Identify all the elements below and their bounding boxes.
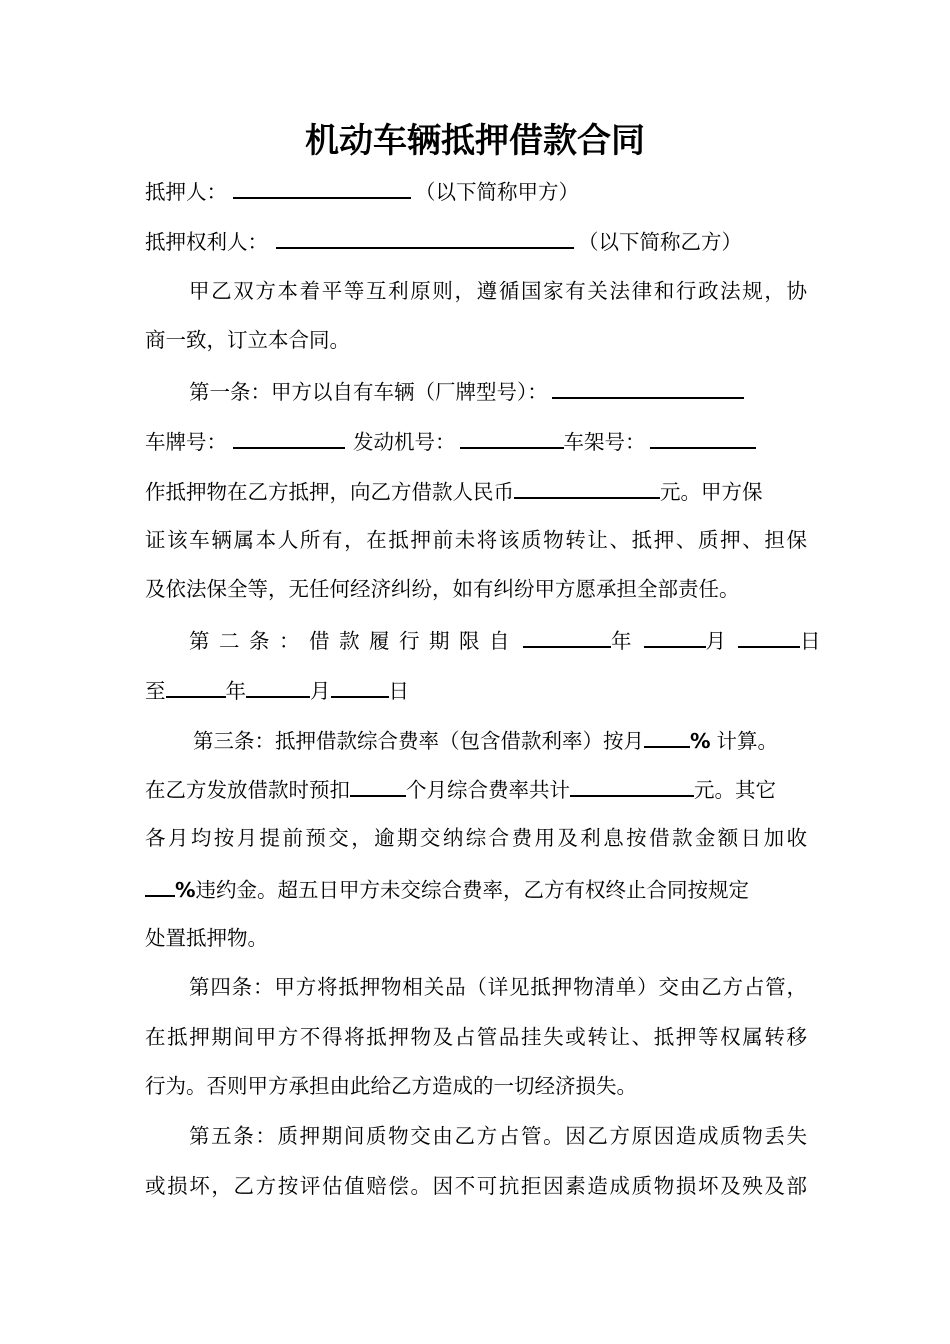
end-day-blank[interactable]: [331, 669, 389, 698]
page-title: 机动车辆抵押借款合同: [305, 121, 645, 161]
mortgagor-blank[interactable]: [233, 170, 411, 199]
preamble-line-2: 商一致，订立本合同。: [145, 328, 350, 352]
frame-label: 车架号：: [563, 430, 646, 454]
article4-line-3: 行为。否则甲方承担由此给乙方造成的一切经济损失。: [145, 1074, 637, 1098]
start-month-blank[interactable]: [644, 619, 706, 648]
end-month-blank[interactable]: [246, 669, 310, 698]
article3-line-4: [145, 868, 749, 908]
end-date-to: 至: [145, 679, 166, 703]
end-day-unit: 日: [388, 679, 409, 703]
penalty-percent-sign: %: [175, 878, 196, 902]
article2-line-2: [145, 669, 409, 709]
total-fee-blank[interactable]: [570, 768, 694, 797]
mortgagee-suffix: （以下简称乙方）: [578, 230, 742, 254]
article2-line-1: [189, 619, 821, 659]
article4-line-1: 第四条：甲方将抵押物相关品（详见抵押物清单）交由乙方占管，: [189, 975, 807, 999]
article1-loan-text: 作抵押物在乙方抵押，向乙方借款人民币: [145, 480, 514, 504]
monthly-rate-blank[interactable]: [644, 719, 690, 748]
mortgagee-line: [145, 220, 742, 260]
engine-number-blank[interactable]: [460, 420, 564, 449]
frame-number-blank[interactable]: [650, 420, 756, 449]
article3-other-text: 元。其它: [694, 778, 776, 802]
article3-line-5: 处置抵押物。: [145, 926, 268, 950]
article3-penalty-text: 违约金。超五日甲方未交综合费率，乙方有权终止合同按规定: [195, 878, 750, 902]
article1-intro: 第一条：甲方以自有车辆（厂牌型号）：: [189, 380, 548, 404]
engine-label: 发动机号：: [353, 430, 456, 454]
article5-line-2: 或损坏，乙方按评估值赔偿。因不可抗拒因素造成质物损坏及殃及部: [145, 1174, 807, 1198]
article3-total-text: 个月综合费率共计: [406, 778, 570, 802]
end-year-blank[interactable]: [166, 669, 226, 698]
prededuct-months-blank[interactable]: [350, 768, 406, 797]
article3-line-1: [193, 719, 778, 759]
article3-calc-text: 计算。: [716, 729, 779, 753]
article1-line-1: [189, 370, 744, 410]
start-day-unit: 日: [800, 629, 821, 653]
plate-number-blank[interactable]: [233, 420, 345, 449]
article3-line-3: 各月均按月提前预交，逾期交纳综合费用及利息按借款金额日加收: [145, 826, 807, 850]
article1-line-2: [145, 420, 756, 460]
start-day-blank[interactable]: [738, 619, 800, 648]
mortgagee-blank[interactable]: [276, 220, 574, 249]
end-month-unit: 月: [310, 679, 331, 703]
article1-line-4: 证该车辆属本人所有，在抵押前未将该质物转让、抵押、质押、担保: [145, 528, 807, 552]
article4-line-2: 在抵押期间甲方不得将抵押物及占管品挂失或转让、抵押等权属转移: [145, 1025, 807, 1049]
mortgagee-label: 抵押权利人：: [145, 230, 268, 254]
article3-line-2: [145, 768, 776, 808]
start-year-blank[interactable]: [523, 619, 611, 648]
loan-amount-blank[interactable]: [514, 470, 660, 499]
article1-line-5: 及依法保全等，无任何经济纠纷，如有纠纷甲方愿承担全部责任。: [145, 577, 740, 601]
start-year-unit: 年: [611, 629, 632, 653]
article2-label: 第二条：借款履行期限自: [189, 629, 519, 653]
article1-line-3: [145, 470, 763, 510]
mortgagor-line: [145, 170, 579, 210]
article5-line-1: 第五条：质押期间质物交由乙方占管。因乙方原因造成质物丢失: [189, 1124, 807, 1148]
preamble-line-1: 甲乙双方本着平等互利原则，遵循国家有关法律和行政法规，协: [189, 279, 807, 303]
mortgagor-label: 抵押人：: [145, 180, 227, 204]
article1-guarantee-text: 元。甲方保: [660, 480, 763, 504]
end-year-unit: 年: [225, 679, 246, 703]
mortgagor-suffix: （以下简称甲方）: [415, 180, 579, 204]
rate-percent-sign: %: [690, 729, 711, 753]
vehicle-model-blank[interactable]: [552, 370, 744, 399]
plate-label: 车牌号：: [145, 430, 227, 454]
article3-prededuct-text: 在乙方发放借款时预扣: [145, 778, 350, 802]
start-month-unit: 月: [705, 629, 726, 653]
penalty-rate-blank[interactable]: [145, 868, 175, 897]
article3-rate-text: 第三条：抵押借款综合费率（包含借款利率）按月: [193, 729, 644, 753]
